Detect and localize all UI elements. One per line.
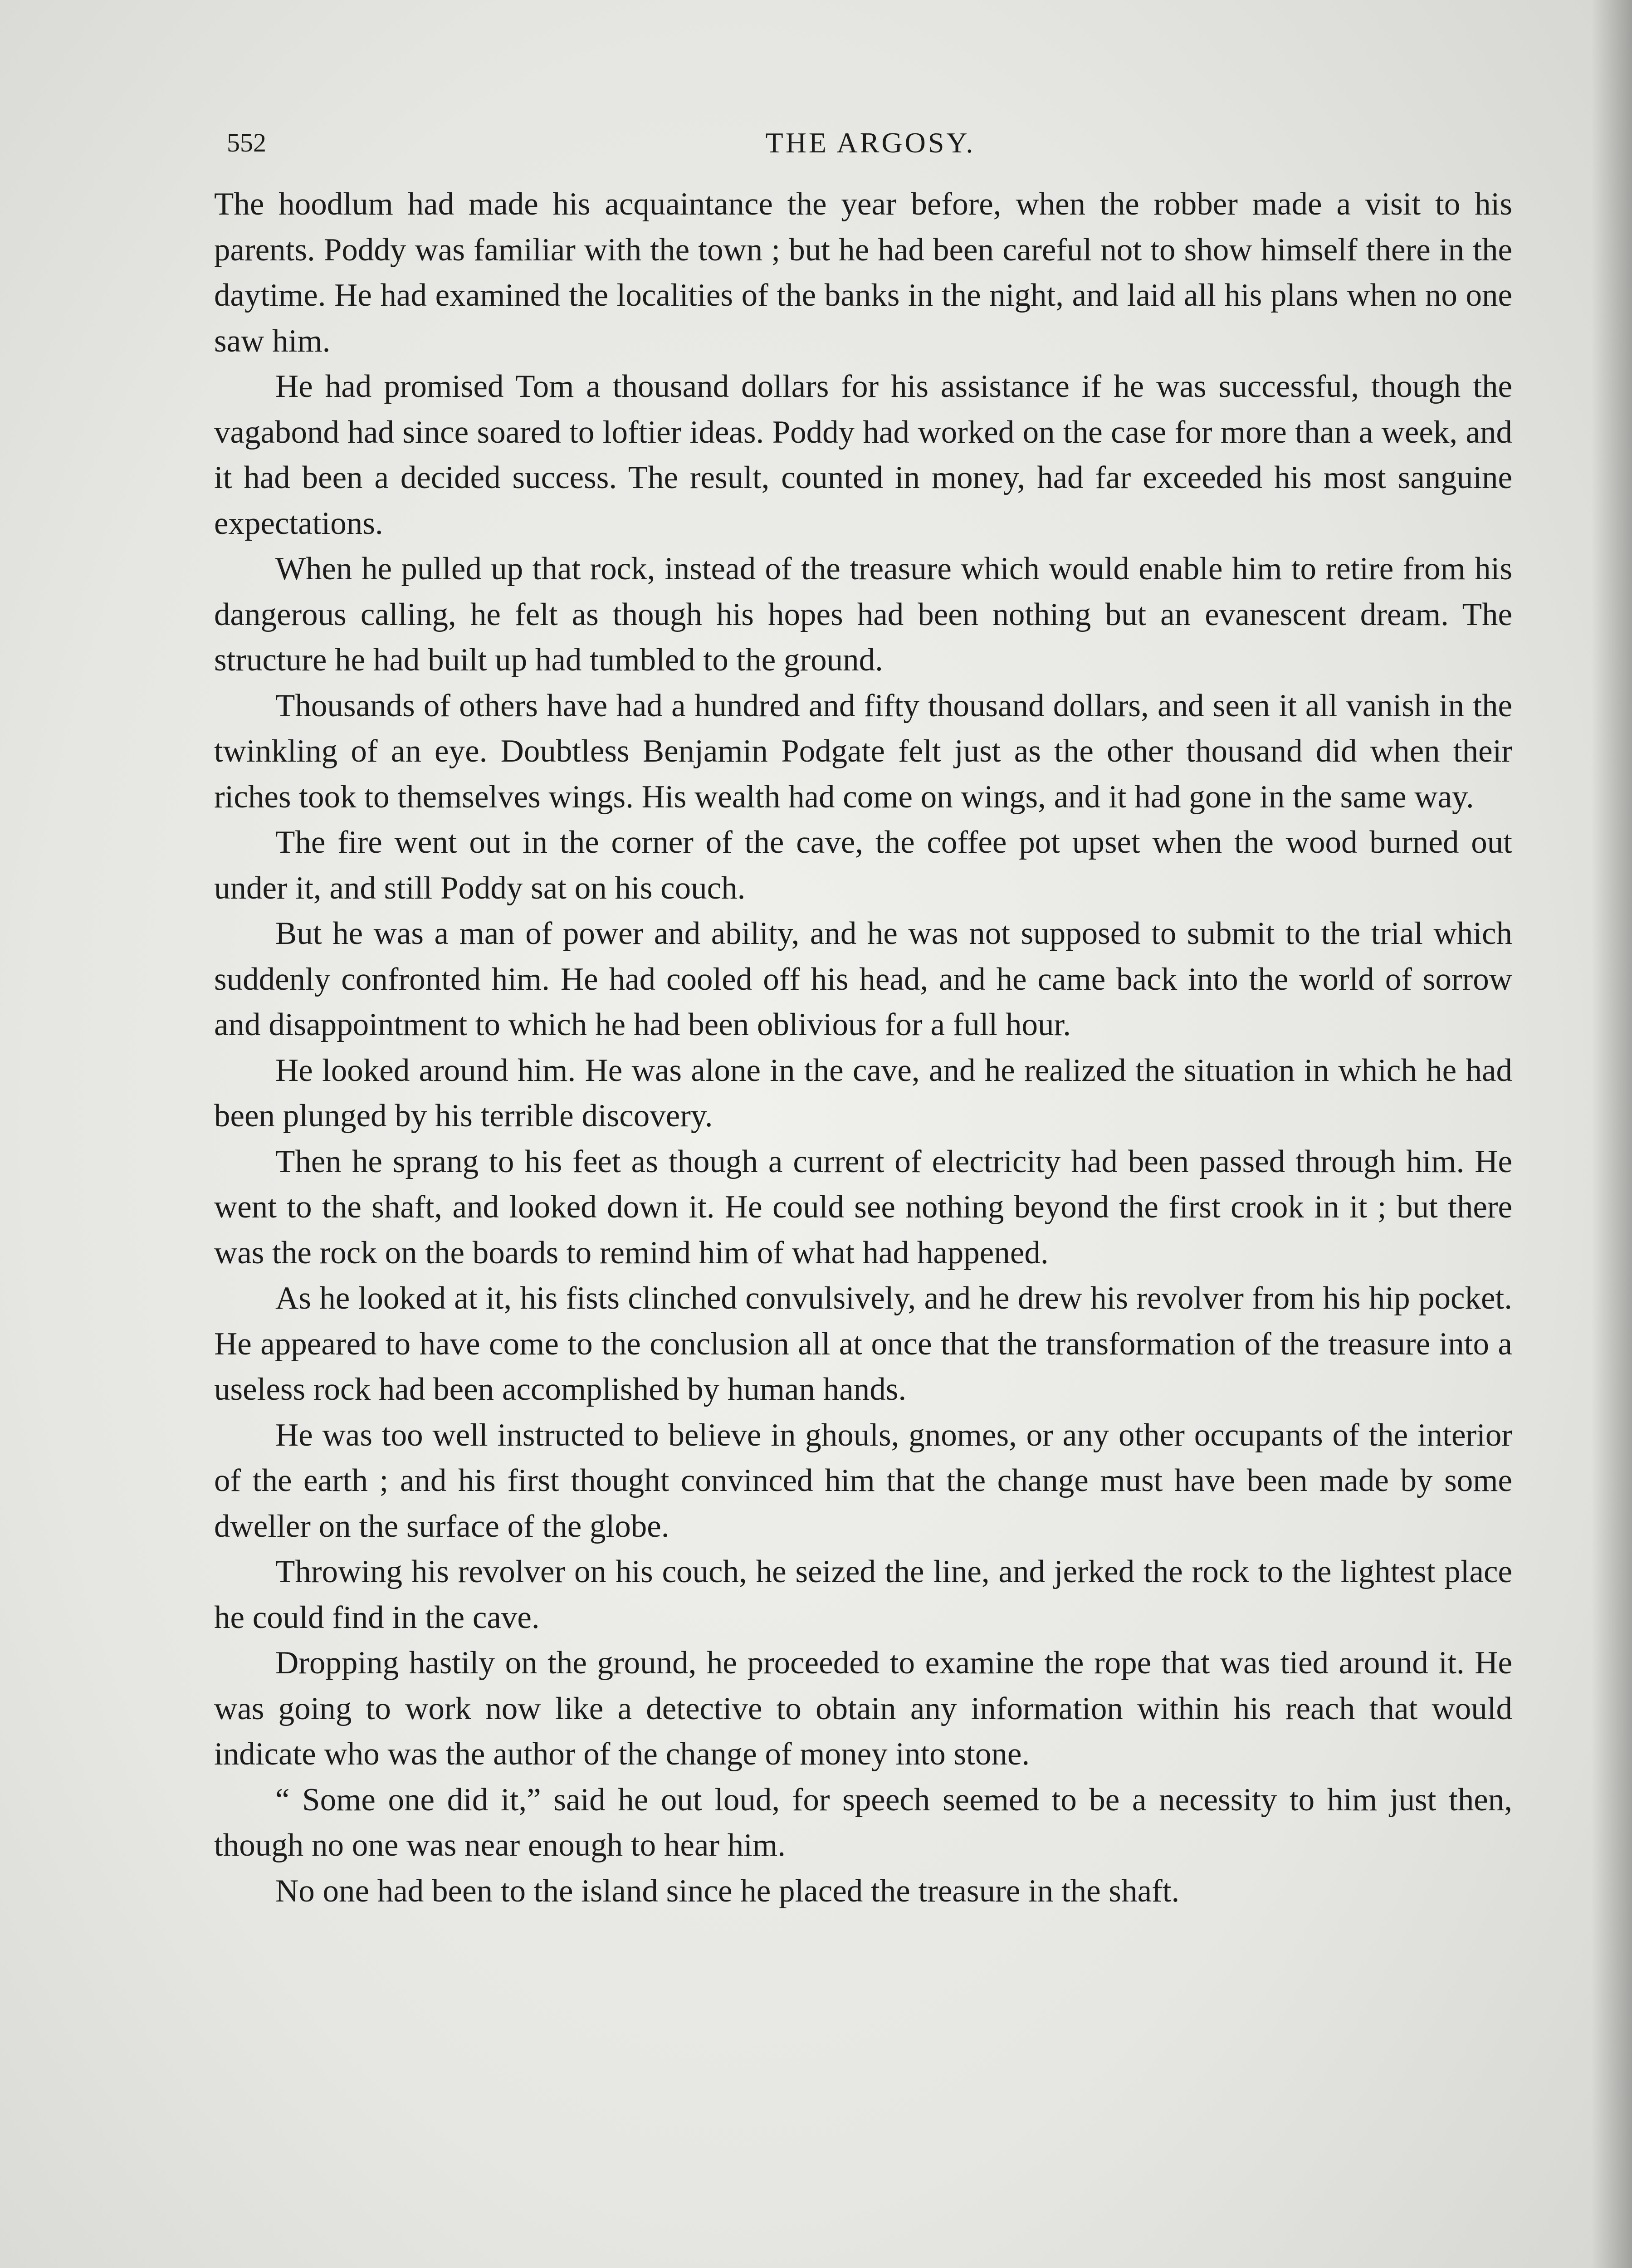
paragraph: No one had been to the island since he placed the treasure in the shaft.	[275, 1873, 1180, 1909]
running-head	[227, 122, 1514, 163]
paragraph: Thousands of others have had a hundred and fifty thousand dollars, and seen it all vanish in the twinkling of an eye. Doubtless Benjamin Podgate felt just as the other thousand did when their riches took to themselves wings. His wealth had come on wings, and it had gone in the same way.	[214, 688, 1512, 815]
paragraph: “ Some one did it,” said he out loud, for speech seemed to be a necessity to him just then, though no one was near enough to hear him.	[214, 1782, 1512, 1863]
paragraph: The fire went out in the corner of the cave, the coffee pot upset when the wood burned out under it, and still Poddy sat on his couch.	[214, 825, 1512, 906]
page-number: 552	[227, 128, 266, 157]
paragraph: But he was a man of power and ability, and he was not supposed to submit to the trial which suddenly confronted him. He had cooled off his head, and he came back into the world of sorrow and disappointment to which he had been oblivious for a full hour.	[214, 916, 1512, 1042]
running-title: THE ARGOSY.	[765, 127, 976, 159]
paragraph: As he looked at it, his fists clinched convulsively, and he drew his revolver from his hip pocket. He appeared to have come to the conclusion all at once that the transformation of the treasure into a useless rock had been accomplished by human hands.	[214, 1281, 1512, 1407]
paragraph: The hoodlum had made his acquaintance the year before, when the robber made a visit to his parents. Poddy was familiar with the town ; but he had been careful not to show himself there in the daytime. He had examined the localities of the banks in the night, and laid all his plans when no one saw him.	[214, 186, 1512, 359]
paragraph: Then he sprang to his feet as though a current of electricity had been passed through him. He went to the shaft, and looked down it. He could see nothing beyond the first crook in it ; but there was the rock on the boards to remind him of what had happened.	[214, 1144, 1512, 1271]
paragraph: He was too well instructed to believe in ghouls, gnomes, or any other occupants of the interior of the earth ; and his first thought convinced him that the change must have been made by some dweller on the surface of the globe.	[214, 1417, 1512, 1544]
paragraph: Throwing his revolver on his couch, he seized the line, and jerked the rock to the lightest place he could find in the cave.	[214, 1554, 1512, 1635]
paragraph: He had promised Tom a thousand dollars for his assistance if he was successful, though the vagabond had since soared to loftier ideas. Poddy had worked on the case for more than a week, and it had been a decided success. The result, counted in money, had far exceeded his most sanguine expectations.	[214, 369, 1512, 541]
article-body	[214, 181, 1512, 1914]
paragraph: Dropping hastily on the ground, he proceeded to examine the rope that was tied around it. He was going to work now like a detective to obtain any information within his reach that would indicate who was the author of the change of money into stone.	[214, 1645, 1512, 1772]
paragraph: When he pulled up that rock, instead of the treasure which would enable him to retire from his dangerous calling, he felt as though his hopes had been nothing but an evanescent dream. The structure he had built up had tumbled to the ground.	[214, 551, 1512, 678]
paragraph: He looked around him. He was alone in the cave, and he realized the situation in which he had been plunged by his terrible discovery.	[214, 1052, 1512, 1134]
